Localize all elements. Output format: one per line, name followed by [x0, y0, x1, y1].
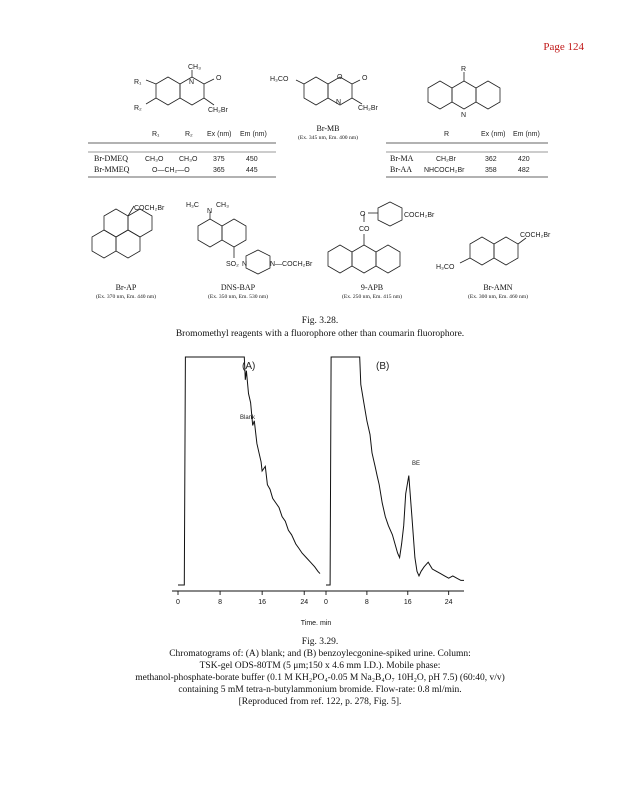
row-ex: 375 — [213, 156, 225, 163]
dns-bap-structure — [186, 202, 313, 274]
row-name: Br-AA — [390, 165, 413, 174]
co-label: CO — [359, 226, 370, 233]
chromatogram-chart — [0, 345, 640, 625]
series-line — [178, 357, 320, 585]
h3c-label: H₃C — [186, 202, 199, 209]
x-tick-label: 8 — [218, 599, 223, 606]
row-r1: CH₃O — [145, 156, 164, 163]
compound-ex: (Ex. 250 nm, Em. 415 nm) — [342, 294, 402, 300]
o-keto-label: O — [362, 75, 368, 82]
th-r: R — [444, 131, 450, 138]
o-apb-label: O — [360, 211, 366, 218]
h3co-label: H₃CO — [270, 76, 289, 83]
n-acridine-label: N — [461, 112, 467, 119]
ch3-dns-label: CH₃ — [216, 202, 229, 209]
o-ring-label: O — [337, 74, 343, 81]
9-apb-structure — [328, 202, 435, 273]
caption-line: Chromatograms of: (A) blank; and (B) benzoylecgonine-spiked urine. Column: — [169, 649, 471, 659]
r2-label: R₂ — [134, 105, 142, 112]
row-ex: 362 — [485, 156, 497, 163]
compound-ex: (Ex. 350 nm, Em. 530 nm) — [208, 294, 268, 300]
coch2br-label: COCH₂Br — [134, 205, 165, 212]
so2-label: SO₂ — [226, 261, 239, 268]
br-mb-name: Br-MB — [316, 124, 340, 133]
compound-name: 9-APB — [360, 283, 384, 292]
row-r: NHCOCH₂Br — [424, 167, 465, 174]
annotation-label: Blank — [240, 415, 256, 421]
x-ticks — [176, 591, 453, 606]
panel-b — [326, 357, 464, 585]
r1-label: R₁ — [134, 79, 142, 86]
x-tick-label: 24 — [444, 599, 453, 606]
panel-a — [178, 357, 320, 585]
br-mb-ex: (Ex. 345 nm, Em. 400 nm) — [298, 135, 358, 141]
fig-3-28-title: Fig. 3.28. — [301, 316, 339, 326]
row-name: Br-MMEQ — [94, 165, 130, 174]
row-em: 420 — [518, 156, 530, 163]
row-em: 450 — [246, 156, 258, 163]
compound-name: Br-AP — [115, 283, 137, 292]
x-tick-label: 16 — [403, 599, 412, 606]
annotation-label: BE — [412, 461, 421, 467]
caption-line: methanol-phosphate-borate buffer (0.1 M KH₂PO₄-0.05 M Na₂B₄O₇ 10H₂O, pH 7.5) (60:40, v/v) — [135, 673, 505, 683]
n-label: N — [189, 79, 195, 86]
compound-name: DNS-BAP — [220, 283, 256, 292]
row-name: Br-MA — [390, 154, 414, 163]
n-coch2br-label: N—COCH₂Br — [270, 261, 313, 268]
n-dns-label: N — [207, 208, 213, 215]
th-ex: Ex (nm) — [481, 131, 506, 138]
o-label: O — [216, 75, 222, 82]
row-r1: O—CH₂—O — [152, 167, 190, 174]
quinoxalinone-structure — [134, 64, 228, 114]
th-em: Em (nm) — [513, 131, 540, 138]
fig-3-29-title: Fig. 3.29. — [301, 637, 339, 647]
row-r2: CH₃O — [179, 156, 198, 163]
br-amn-structure — [436, 232, 551, 271]
row-ex: 365 — [213, 167, 225, 174]
th-em: Em (nm) — [240, 131, 267, 138]
x-axis-label: Time, min — [300, 620, 332, 625]
th-r1: R₁ — [152, 131, 160, 138]
x-tick-label: 0 — [176, 599, 180, 606]
structures-figure — [0, 0, 640, 310]
ch2br-label: CH₂Br — [208, 107, 228, 114]
caption-line: TSK-gel ODS-80TM (5 μm;150 x 4.6 mm I.D.). Mobile phase: — [199, 661, 441, 671]
coch2br-amn-label: COCH₂Br — [520, 232, 551, 239]
x-tick-label: 24 — [300, 599, 309, 606]
series-line — [326, 357, 464, 585]
x-tick-label: 0 — [324, 599, 328, 606]
th-ex: Ex (nm) — [207, 131, 232, 138]
caption-line: [Reproduced from ref. 122, p. 278, Fig. 5]. — [238, 697, 402, 707]
panel-label: (B) — [376, 361, 390, 372]
x-tick-label: 16 — [258, 599, 267, 606]
page-number: Page 124 — [543, 41, 584, 53]
br-mb-structure — [270, 74, 378, 112]
coch2br-apb-label: COCH₂Br — [404, 212, 435, 219]
ch2br-mb-label: CH₂Br — [358, 105, 378, 112]
compound-ex: (Ex. 300 nm, Em. 460 nm) — [468, 294, 528, 300]
row-name: Br-DMEQ — [94, 154, 129, 163]
r-label: R — [461, 66, 467, 73]
compound-ex: (Ex. 370 nm, Em. 440 nm) — [96, 294, 156, 300]
h3co-amn-label: H₃CO — [436, 264, 455, 271]
fig-3-28-caption: Bromomethyl reagents with a fluorophore other than coumarin fluorophore. — [175, 329, 465, 339]
acridine-structure — [428, 66, 500, 119]
ch3-label: CH₃ — [188, 64, 201, 71]
row-r: CH₂Br — [436, 156, 456, 163]
br-ap-structure — [92, 205, 165, 258]
row-em: 445 — [246, 167, 258, 174]
caption-line: containing 5 mM tetra-n-butylammonium bromide. Flow-rate: 0.8 ml/min. — [178, 685, 462, 695]
th-r2: R₂ — [185, 131, 193, 138]
n-pip-label: N — [242, 261, 248, 268]
x-tick-label: 8 — [364, 599, 369, 606]
row-em: 482 — [518, 167, 530, 174]
n-ring-label: N — [336, 99, 342, 106]
row-ex: 358 — [485, 167, 497, 174]
panel-label: (A) — [242, 361, 256, 372]
compound-name: Br-AMN — [483, 283, 513, 292]
